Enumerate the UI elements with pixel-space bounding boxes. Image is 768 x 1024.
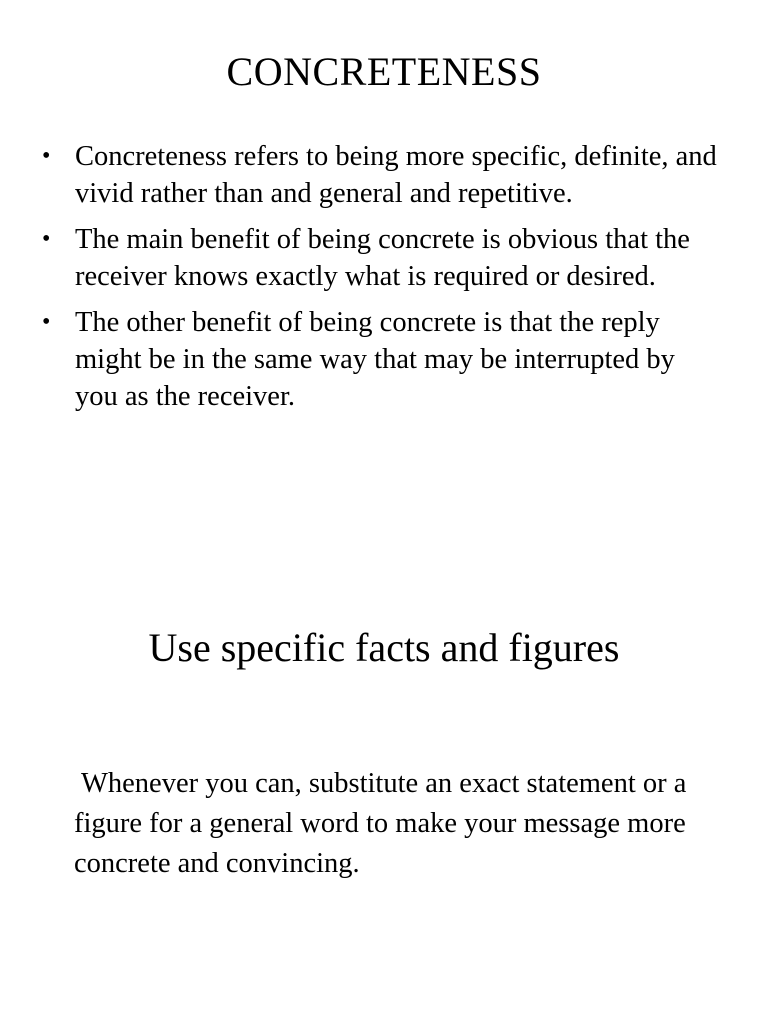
body-paragraph: Whenever you can, substitute an exact statement or a figure for a general word to make your message more concrete and convincing. <box>74 768 687 879</box>
bullet-marker: • <box>42 309 51 335</box>
slide-title: Use specific facts and figures <box>148 625 620 670</box>
bullet-text: Concreteness refers to being more specific, definite, and vivid rather than and general and repetitive. <box>75 141 717 209</box>
bullet-item <box>42 221 722 295</box>
bullet-item <box>42 304 722 415</box>
bullet-item <box>42 138 722 212</box>
bullet-text: The main benefit of being concrete is obvious that the receiver knows exactly what is required or desired. <box>75 224 690 292</box>
bullet-list <box>42 138 722 424</box>
slide-specific-facts <box>0 512 768 1024</box>
bullet-marker: • <box>42 143 51 169</box>
bullet-text: The other benefit of being concrete is that the reply might be in the same way that may be interrupted by you as the receiver. <box>75 307 675 412</box>
slide-title: CONCRETENESS <box>226 49 542 94</box>
bullet-marker: • <box>42 226 51 252</box>
